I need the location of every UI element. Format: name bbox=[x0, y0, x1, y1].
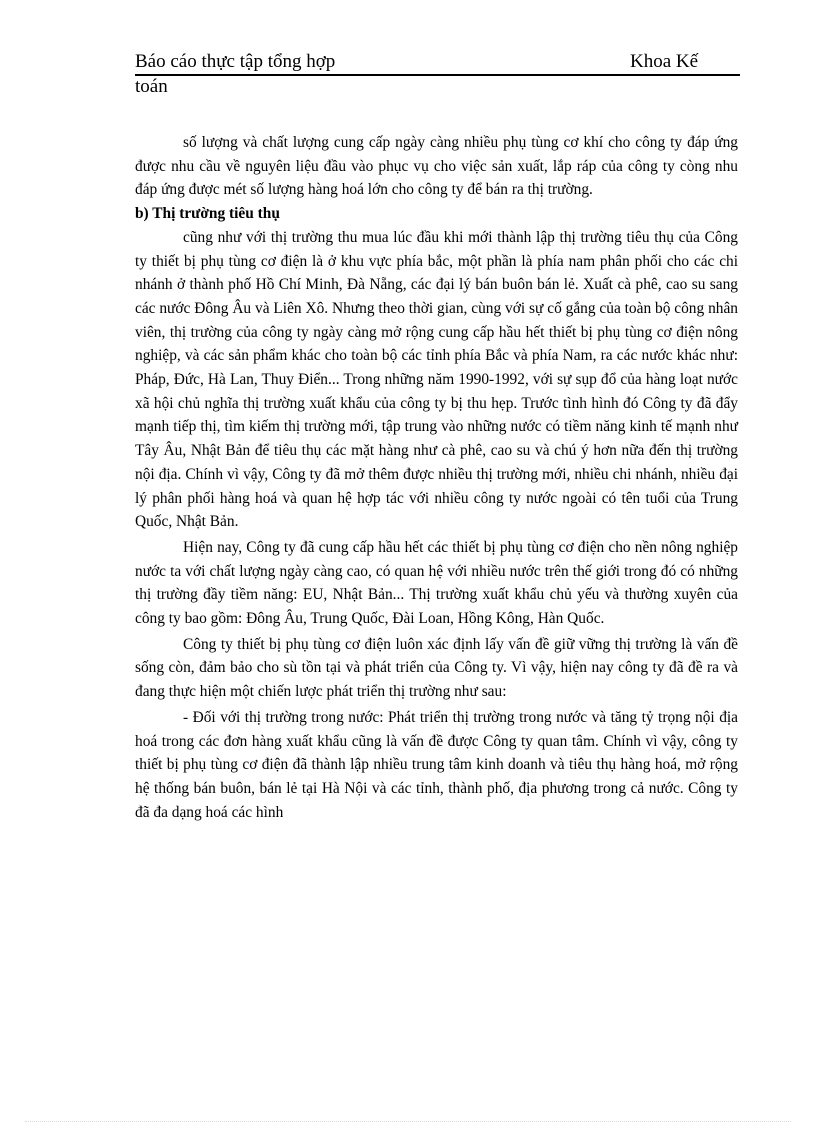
document-body bbox=[135, 131, 738, 824]
header-faculty: Khoa Kế bbox=[630, 51, 699, 72]
section-heading-market: b) Thị trường tiêu thụ bbox=[135, 205, 280, 223]
header-report-title: Báo cáo thực tập tổng hợp bbox=[135, 51, 336, 72]
paragraph-market-strategy: Công ty thiết bị phụ tùng cơ điện luôn xác định lấy vấn đề giữ vững thị trường là vấn đề sống còn, đảm bảo cho sù tồn tại và phát triển của Công ty. Vì vậy, hiện nay công ty đã đề ra và đang thực hiện một chiến lược phát triển thị trường như sau: bbox=[135, 635, 738, 701]
paragraph-current-status: Hiện nay, Công ty đã cung cấp hầu hết các thiết bị phụ tùng cơ điện cho nền nông nghiệp nước ta với chất lượng ngày càng cao, có quan hệ với nhiều nước trên thế giới trong đó có những thị trường đầy tiềm năng: EU, Nhật Bản... Thị trường xuất khẩu chủ yếu và thường xuyên của công ty bao gồm: Đông Âu, Trung Quốc, Đài Loan, Hồng Kông, Hàn Quốc. bbox=[135, 538, 738, 628]
page-header bbox=[135, 50, 740, 76]
paragraph-supply: số lượng và chất lượng cung cấp ngày càng nhiều phụ tùng cơ khí cho công ty đáp ứng được nhu cầu về nguyên liệu đầu vào phục vụ cho việc sản xuất, lắp ráp của công ty còng nhu đáp ứng được mét số lượng hàng hoá lớn cho công ty để bán ra thị trường. bbox=[135, 134, 738, 199]
paragraph-domestic-market: - Đối với thị trường trong nước: Phát triển thị trường trong nước và tăng tỷ trọng nội địa hoá trong các đơn hàng xuất khẩu cũng là vấn đề được Công ty quan tâm. Chính vì vậy, công ty thiết bị phụ tùng cơ điện đã thành lập nhiều trung tâm kinh doanh và tiêu thụ hàng hoá, mở rộng hệ thống bán buôn, bán lẻ tại Hà Nội và các tỉnh, thành phố, địa phương trong cả nước. Công ty đã đa dạng hoá các hình bbox=[135, 708, 738, 821]
header-faculty-continuation: toán bbox=[135, 76, 168, 97]
page-bottom-border bbox=[25, 1121, 791, 1122]
paragraph-consumption-market: cũng như với thị trường thu mua lúc đầu khi mới thành lập thị trường tiêu thụ của Công ty thiết bị phụ tùng cơ điện là ở khu vực phía bắc, một phần là phía nam phân phối cho các chi nhánh ở thành phố Hồ Chí Minh, Đà Nẵng, các đại lý bán buôn bán lẻ. Xuất cà phê, cao su sang các nước Đông Âu và Liên Xô. Nhưng theo thời gian, cùng với sự cố gắng của toàn bộ công nhân viên, thị trường của công ty ngày càng mở rộng cung cấp hầu hết thiết bị phụ tùng cơ điện nông nghiệp, và các sản phẩm khác cho toàn bộ các tỉnh phía Bắc và phía Nam, ra các nước khác như: Pháp, Đức, Hà Lan, Thuy Điển... Trong những năm 1990-1992, với sự sụp đổ của hàng loạt nước xã hội chủ nghĩa thị trường xuất khẩu của công ty bị thu hẹp. Trước tình hình đó Công ty đã đẩy mạnh tiếp thị, tìm kiếm thị trường mới, tập trung vào những nước có tiềm năng kinh tế mạnh như Tây Âu, Nhật Bản để tiêu thụ các mặt hàng như cà phê, cao su và chú ý hơn nữa đến thị trường nội địa. Chính vì vậy, Công ty đã mở thêm được nhiều thị trường mới, nhiều chi nhánh, nhiều đại lý phân phối hàng hoá và quan hệ hợp tác với nhiều công ty nước ngoài có tên tuổi của Trung Quốc, Nhật Bản. bbox=[135, 228, 738, 531]
